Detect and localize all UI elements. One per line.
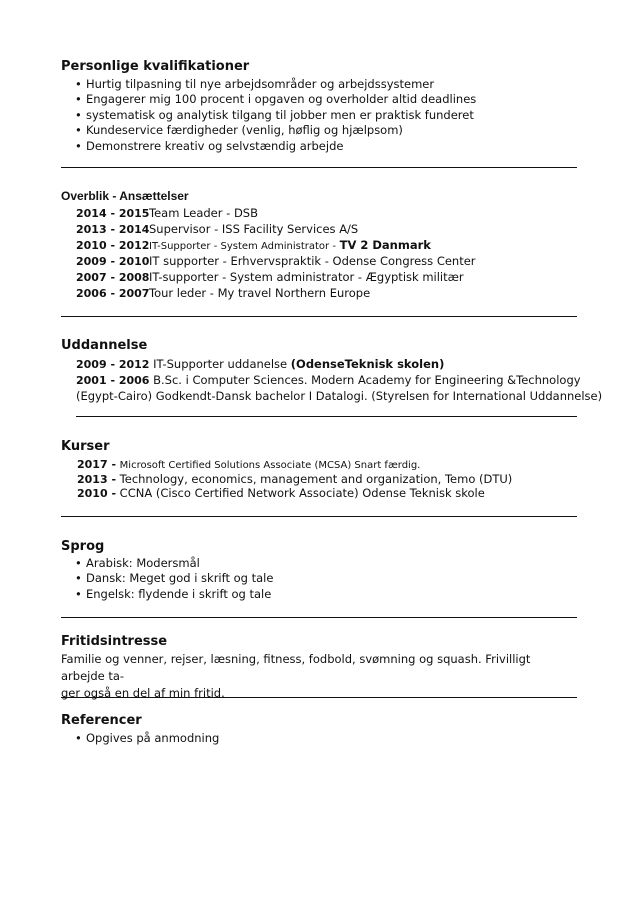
employment-years: 2010 - 2012 [76,239,150,252]
employment-text: IT supporter - Erhvervspraktik - Odense Congress Center [149,254,476,268]
hobbies-line: ger også en del af min fritid. [61,686,225,700]
divider [61,167,577,168]
hobbies-text [61,651,577,702]
divider [61,697,577,698]
course-text: Microsoft Certified Solutions Associate (MCSA) Snart færdig. [119,460,421,471]
qualifications-list [61,77,476,154]
divider [76,416,577,417]
references-heading: Referencer [61,713,142,728]
education-years: 2001 - 2006 [76,374,150,387]
education-row [76,373,581,388]
employment-row [76,286,370,301]
employment-text: Supervisor - ISS Facility Services A/S [149,222,359,236]
list-item: • Engagerer mig 100 procent i opgaven og overholder altid deadlines [61,92,476,107]
list-item: • Dansk: Meget god i skrift og tale [61,571,273,586]
course-years: 2017 - [77,458,117,471]
employment-text: IT-supporter - System administrator - Ægyptisk militær [149,270,464,284]
course-row [77,472,512,487]
languages-list [61,556,273,602]
employment-years: 2014 - 2015 [76,207,150,220]
employment-years: 2007 - 2008 [76,271,150,284]
education-years: 2009 - 2012 [76,358,150,371]
list-item: • Hurtig tilpasning til nye arbejdsområder og arbejdssystemer [61,77,476,92]
list-item: • systematisk og analytisk tilgang til jobber men er praktisk funderet [61,108,476,123]
course-years: 2013 - [77,473,117,486]
courses-heading: Kurser [61,439,110,454]
employment-row [76,222,358,237]
employment-row [76,206,258,221]
education-row [76,357,444,372]
employment-years: 2006 - 2007 [76,287,150,300]
languages-heading: Sprog [61,539,105,554]
employment-row [76,238,431,254]
education-text: IT-Supporter uddanelse [153,357,288,371]
references-list [61,731,219,746]
divider [61,316,577,317]
list-item: • Opgives på anmodning [61,731,219,746]
divider [61,516,577,517]
employment-row [76,254,476,269]
employment-heading: Overblik - Ansættelser [61,189,189,203]
course-text: Technology, economics, management and organization, Temo (DTU) [119,472,513,486]
course-row [77,457,420,473]
education-text-continued: (Egypt-Cairo) Godkendt-Dansk bachelor I Datalogi. (Styrelsen for International Uddannelse) [76,389,603,403]
hobbies-heading: Fritidsintresse [61,634,168,649]
school-name: (OdenseTeknisk skolen) [290,357,445,371]
employment-years: 2009 - 2010 [76,255,150,268]
course-text: CCNA (Cisco Certified Network Associate) Odense Teknisk skole [119,486,485,500]
divider [61,617,577,618]
qualifications-heading: Personlige kvalifikationer [61,59,250,74]
course-row [77,486,485,501]
list-item: • Kundeservice færdigheder (venlig, høflig og hjælpsom) [61,123,476,138]
employment-text: IT-Supporter - System Administrator - [149,241,336,252]
course-years: 2010 - [77,487,117,500]
list-item: • Demonstrere kreativ og selvstændig arbejde [61,139,476,154]
employment-row [76,270,464,285]
education-text: B.Sc. i Computer Sciences. Modern Academy for Engineering &Technology [153,373,581,387]
education-heading: Uddannelse [61,338,148,353]
hobbies-line: Familie og venner, rejser, læsning, fitness, fodbold, svømning og squash. Frivilligt arbejde ta- [61,652,531,683]
employment-text: Tour leder - My travel Northern Europe [149,286,371,300]
employer-name: TV 2 Danmark [339,238,431,252]
employment-years: 2013 - 2014 [76,223,150,236]
list-item: • Engelsk: flydende i skrift og tale [61,587,273,602]
employment-text: Team Leader - DSB [149,206,258,220]
list-item: • Arabisk: Modersmål [61,556,273,571]
